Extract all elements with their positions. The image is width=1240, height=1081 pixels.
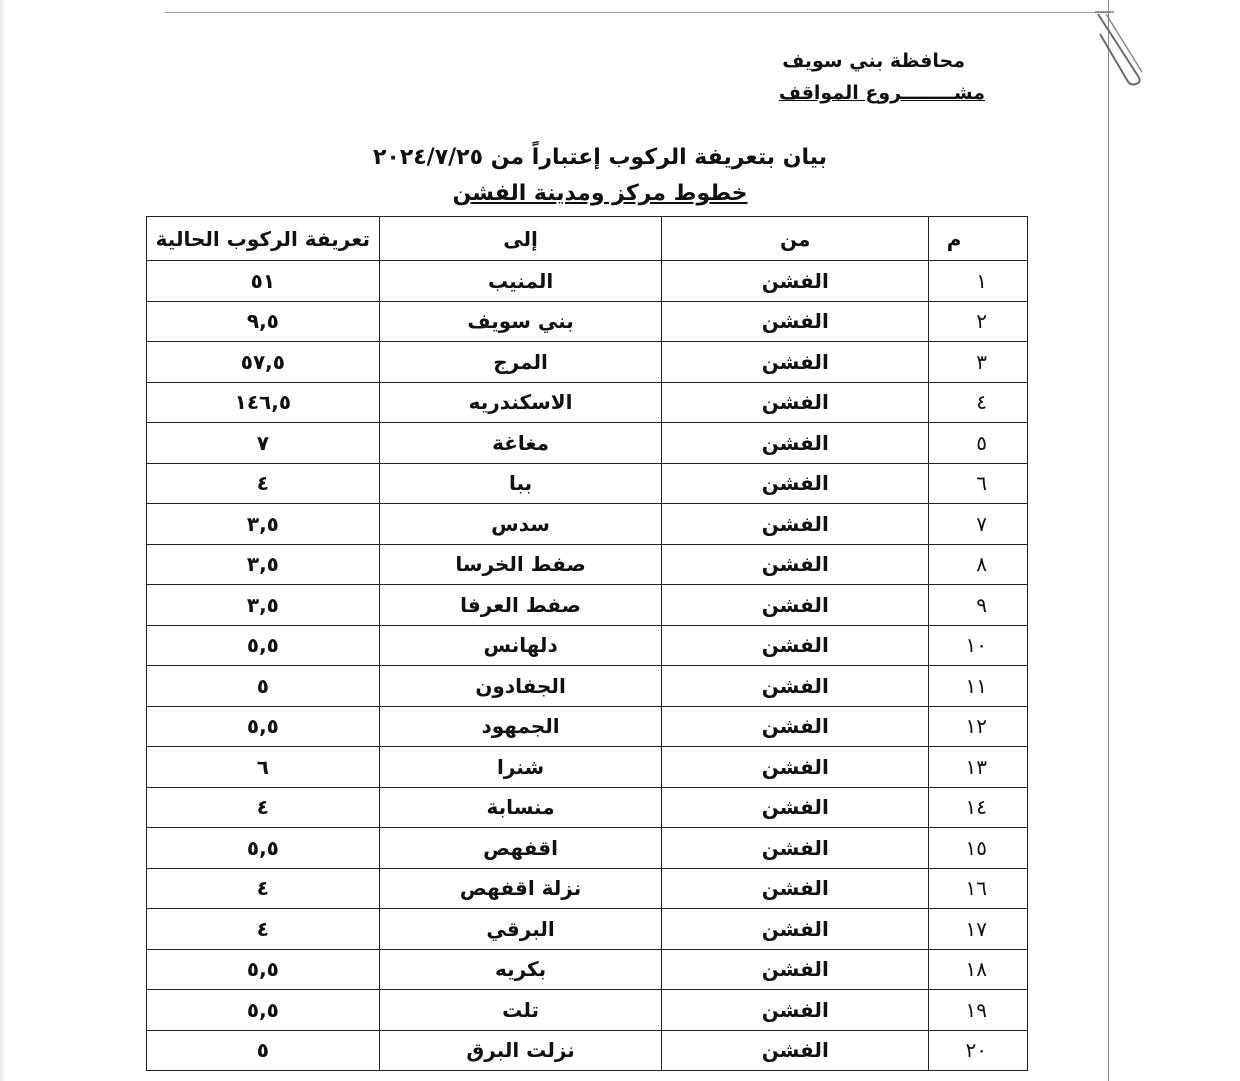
table-row — [147, 1030, 1028, 1071]
row-from: الفشن — [662, 828, 929, 869]
row-to: منسابة — [379, 787, 662, 828]
row-fare: ٩,٥ — [147, 301, 380, 342]
table-header-row — [147, 217, 1028, 261]
page-right-edge — [1108, 0, 1109, 1081]
row-to: اقفهص — [379, 828, 662, 869]
row-fare: ٤ — [147, 909, 380, 950]
row-from: الفشن — [662, 261, 929, 302]
row-to: سدس — [379, 504, 662, 545]
row-to: صفط الخرسا — [379, 544, 662, 585]
row-fare: ٥ — [147, 666, 380, 707]
row-number: ٣ — [929, 342, 1028, 383]
header-block — [779, 48, 985, 106]
row-to: بكريه — [379, 949, 662, 990]
row-to: المنيب — [379, 261, 662, 302]
header-fare: تعريفة الركوب الحالية — [147, 217, 380, 261]
page-top-edge — [165, 12, 1110, 13]
row-to: مغاغة — [379, 423, 662, 464]
row-number: ١ — [929, 261, 1028, 302]
row-to: البرقي — [379, 909, 662, 950]
row-fare: ٥,٥ — [147, 625, 380, 666]
table-row — [147, 504, 1028, 545]
row-fare: ١٤٦,٥ — [147, 382, 380, 423]
row-from: الفشن — [662, 544, 929, 585]
row-fare: ٥١ — [147, 261, 380, 302]
table-row — [147, 949, 1028, 990]
row-from: الفشن — [662, 423, 929, 464]
table-row — [147, 585, 1028, 626]
row-fare: ٧ — [147, 423, 380, 464]
row-to: شنرا — [379, 747, 662, 788]
row-from: الفشن — [662, 666, 929, 707]
row-number: ١٠ — [929, 625, 1028, 666]
row-number: ١٥ — [929, 828, 1028, 869]
row-to: نزلت البرق — [379, 1030, 662, 1071]
row-fare: ٤ — [147, 463, 380, 504]
header-to: إلى — [379, 217, 662, 261]
table-row — [147, 706, 1028, 747]
row-number: ٥ — [929, 423, 1028, 464]
row-to: دلهانس — [379, 625, 662, 666]
table-row — [147, 544, 1028, 585]
row-number: ١٢ — [929, 706, 1028, 747]
row-to: الجمهود — [379, 706, 662, 747]
document-title — [300, 140, 900, 212]
row-number: ١٣ — [929, 747, 1028, 788]
row-to: ببا — [379, 463, 662, 504]
row-to: الاسكندريه — [379, 382, 662, 423]
table-row — [147, 666, 1028, 707]
row-from: الفشن — [662, 787, 929, 828]
row-to: صفط العرفا — [379, 585, 662, 626]
row-to: نزلة اقفهص — [379, 868, 662, 909]
row-from: الفشن — [662, 909, 929, 950]
table-row — [147, 828, 1028, 869]
row-from: الفشن — [662, 342, 929, 383]
header-from: من — [662, 217, 929, 261]
row-to: المرج — [379, 342, 662, 383]
row-number: ٧ — [929, 504, 1028, 545]
row-fare: ٤ — [147, 787, 380, 828]
table-row — [147, 747, 1028, 788]
row-from: الفشن — [662, 585, 929, 626]
table-row — [147, 463, 1028, 504]
title-main: بيان بتعريفة الركوب إعتباراً من ٢٠٢٤/٧/٢٥ — [372, 145, 828, 170]
header-num: م — [929, 217, 1028, 261]
row-to: تلت — [379, 990, 662, 1031]
row-number: ٢ — [929, 301, 1028, 342]
row-number: ١٦ — [929, 868, 1028, 909]
row-from: الفشن — [662, 868, 929, 909]
table-row — [147, 990, 1028, 1031]
row-number: ٤ — [929, 382, 1028, 423]
table-row — [147, 423, 1028, 464]
table-row — [147, 342, 1028, 383]
row-to: الجفادون — [379, 666, 662, 707]
table-row — [147, 301, 1028, 342]
scan-left-edge — [0, 0, 6, 1081]
table-row — [147, 382, 1028, 423]
row-fare: ٥,٥ — [147, 990, 380, 1031]
row-from: الفشن — [662, 463, 929, 504]
table-row — [147, 909, 1028, 950]
row-number: ٦ — [929, 463, 1028, 504]
row-fare: ٦ — [147, 747, 380, 788]
row-to: بني سويف — [379, 301, 662, 342]
row-fare: ٥٧,٥ — [147, 342, 380, 383]
row-fare: ٣,٥ — [147, 585, 380, 626]
row-number: ١٧ — [929, 909, 1028, 950]
row-from: الفشن — [662, 949, 929, 990]
row-number: ١٨ — [929, 949, 1028, 990]
row-from: الفشن — [662, 301, 929, 342]
fares-table — [146, 216, 1028, 1071]
table-row — [147, 787, 1028, 828]
row-number: ٨ — [929, 544, 1028, 585]
row-fare: ٣,٥ — [147, 544, 380, 585]
row-fare: ٥ — [147, 1030, 380, 1071]
table-row — [147, 625, 1028, 666]
row-fare: ٥,٥ — [147, 949, 380, 990]
table-row — [147, 868, 1028, 909]
row-from: الفشن — [662, 1030, 929, 1071]
row-from: الفشن — [662, 747, 929, 788]
paper-clip-icon — [1090, 10, 1160, 90]
row-fare: ٥,٥ — [147, 828, 380, 869]
row-fare: ٤ — [147, 868, 380, 909]
row-fare: ٥,٥ — [147, 706, 380, 747]
row-number: ١٩ — [929, 990, 1028, 1031]
row-from: الفشن — [662, 706, 929, 747]
row-number: ٢٠ — [929, 1030, 1028, 1071]
table-row — [147, 261, 1028, 302]
row-from: الفشن — [662, 625, 929, 666]
row-from: الفشن — [662, 504, 929, 545]
row-number: ٩ — [929, 585, 1028, 626]
title-sub: خطوط مركز ومدينة الفشن — [452, 181, 748, 206]
row-fare: ٣,٥ — [147, 504, 380, 545]
row-number: ١١ — [929, 666, 1028, 707]
row-from: الفشن — [662, 382, 929, 423]
governorate-name: محافظة بني سويف — [782, 50, 965, 72]
row-from: الفشن — [662, 990, 929, 1031]
project-name: مشــــــــروع المواقف — [778, 82, 985, 104]
row-number: ١٤ — [929, 787, 1028, 828]
